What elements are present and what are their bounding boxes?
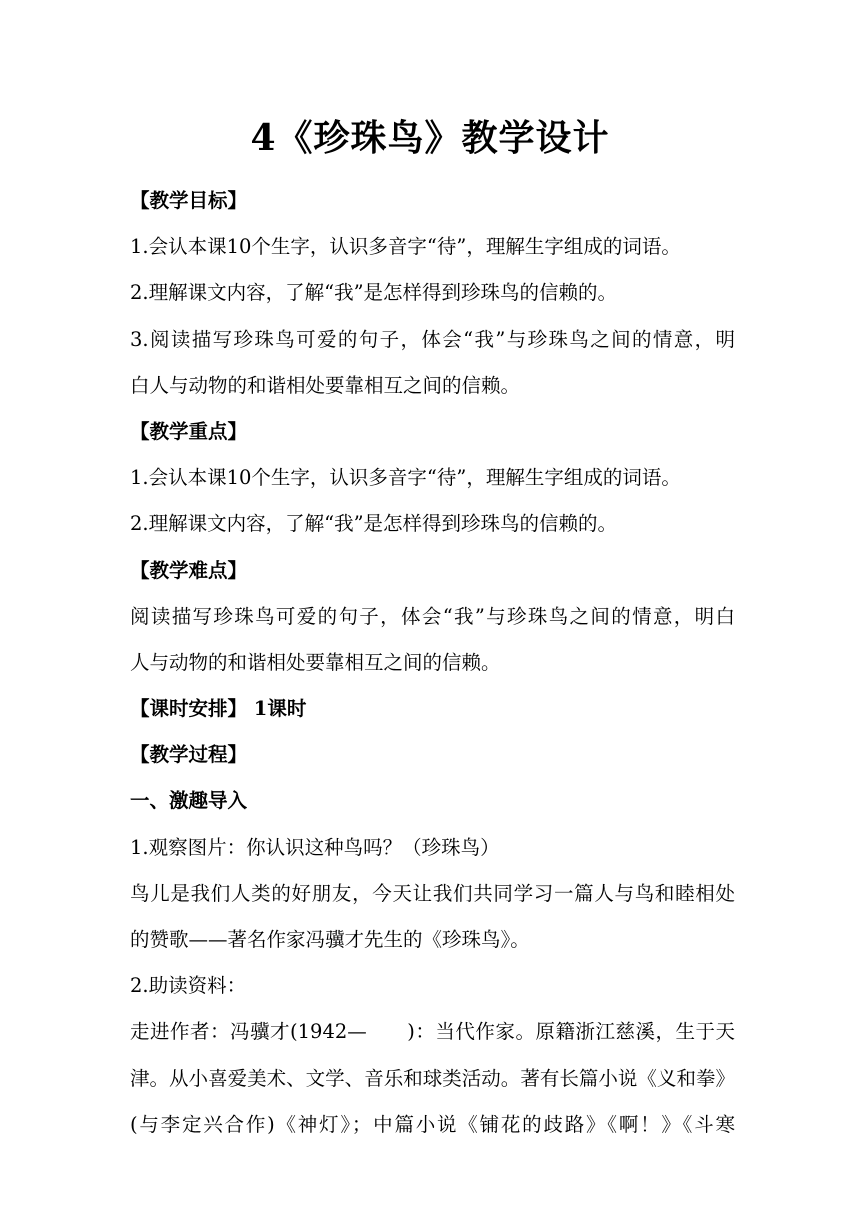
subsection-heading-intro: 一、激趣导入: [130, 789, 248, 813]
objective-3-line-2: 白人与动物的和谐相处要靠相互之间的信赖。: [130, 373, 521, 397]
document-title: 4《珍珠鸟》教学设计: [250, 117, 610, 159]
objective-3-line-1: 3.阅读描写珍珠鸟可爱的句子，体会“我”与珍珠鸟之间的情意，明: [130, 327, 735, 351]
difficulty-line-2: 人与动物的和谐相处要靠相互之间的信赖。: [130, 650, 501, 674]
intro-paragraph-line-2: 的赞歌——著名作家冯骥才先生的《珍珠鸟》。: [130, 928, 530, 951]
intro-paragraph-line-1: 鸟儿是我们人类的好朋友，今天让我们共同学习一篇人与鸟和睦相处: [130, 881, 735, 905]
section-heading-process: 【教学过程】: [130, 743, 248, 767]
process-step-1: 1.观察图片：你认识这种鸟吗？（珍珠鸟）: [130, 835, 500, 859]
author-paragraph-line-3: (与李定兴合作)《神灯》；中篇小说《铺花的歧路》《啊！》《斗寒: [130, 1112, 735, 1136]
key-point-1: 1.会认本课10个生字，认识多音字“待”，理解生字组成的词语。: [130, 466, 681, 490]
objective-1: 1.会认本课10个生字，认识多音字“待”，理解生字组成的词语。: [130, 235, 681, 259]
key-point-2: 2.理解课文内容，了解“我”是怎样得到珍珠鸟的信赖的。: [130, 512, 618, 536]
section-heading-difficulties: 【教学难点】: [130, 558, 248, 582]
document-body: [130, 178, 735, 1148]
process-step-2: 2.助读资料：: [130, 974, 247, 998]
section-heading-key-points: 【教学重点】: [130, 419, 248, 443]
section-heading-objectives: 【教学目标】: [130, 189, 248, 212]
difficulty-line-1: 阅读描写珍珠鸟可爱的句子，体会“我”与珍珠鸟之间的情意，明白: [130, 604, 735, 628]
section-heading-schedule: 【课时安排】 1课时: [130, 697, 307, 721]
author-paragraph-line-2: 津。从小喜爱美术、文学、音乐和球类活动。著有长篇小说《义和拳》: [130, 1066, 735, 1090]
objective-2: 2.理解课文内容，了解“我”是怎样得到珍珠鸟的信赖的。: [130, 281, 618, 305]
author-paragraph-line-1: 走进作者：冯骥才(1942— )：当代作家。原籍浙江慈溪，生于天: [130, 1020, 735, 1044]
